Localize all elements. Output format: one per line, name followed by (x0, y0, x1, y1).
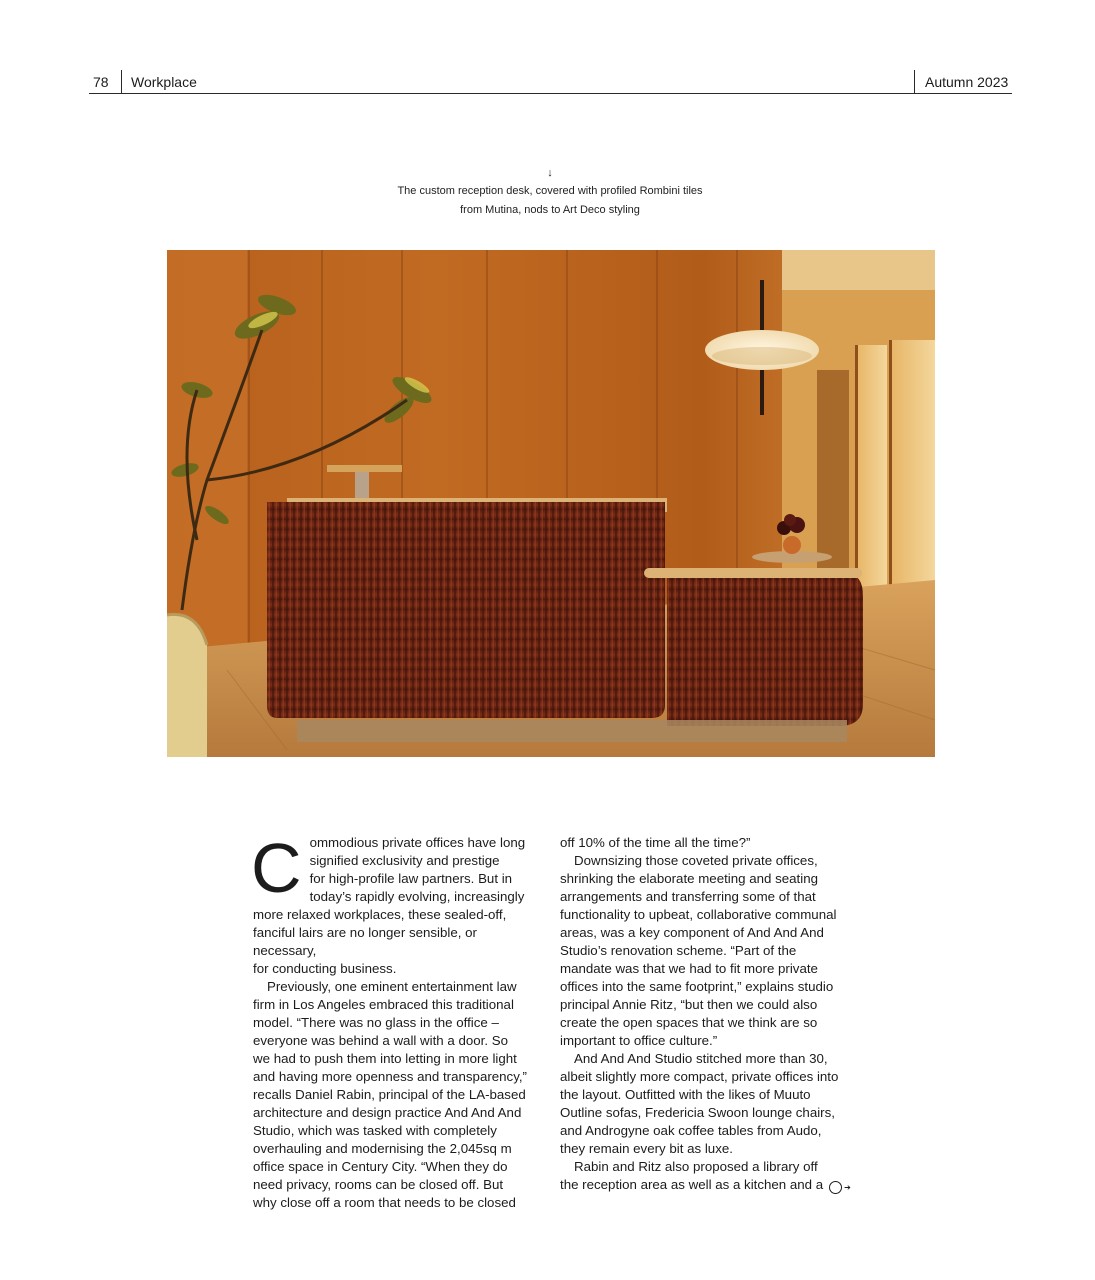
continue-arrow-icon: ➔ (829, 1181, 842, 1194)
text-line: principal Annie Ritz, “but then we could also (560, 997, 818, 1012)
paragraph (560, 852, 850, 1050)
text-line: create the open spaces that we think are so (560, 1015, 818, 1030)
paragraph (560, 834, 850, 852)
text-line: Studio’s renovation scheme. “Part of the (560, 943, 797, 958)
text-line: fanciful lairs are no longer sensible, or necessary, (253, 925, 477, 958)
page-header (89, 70, 1012, 94)
paragraph (253, 978, 543, 1212)
text-line: Studio, which was tasked with completely (253, 1123, 497, 1138)
text-line: everyone was behind a wall with a door. So (253, 1033, 509, 1048)
text-line: and having more openness and transparency,” (253, 1069, 527, 1084)
text-line: office space in Century City. “When they do (253, 1159, 508, 1174)
text-line: today’s rapidly evolving, increasingly (309, 889, 525, 904)
article-column-2 (560, 834, 850, 1194)
text-line: why close off a room that needs to be closed (253, 1195, 516, 1210)
article-column-1 (251, 829, 543, 1212)
text-line: functionality to upbeat, collaborative communal (560, 907, 837, 922)
text-line: model. “There was no glass in the office – (253, 1015, 499, 1030)
text-line: the reception area as well as a kitchen and a (560, 1177, 824, 1192)
text-line: important to office culture.” (560, 1033, 718, 1048)
text-line: Downsizing those coveted private offices, (574, 853, 818, 868)
text-line: recalls Daniel Rabin, principal of the LA-based (253, 1087, 526, 1102)
text-line: more relaxed workplaces, these sealed-off, (253, 907, 507, 922)
text-line: offices into the same footprint,” explains studio (560, 979, 834, 994)
paragraph (560, 1050, 850, 1158)
text-line: off 10% of the time all the time?” (560, 835, 751, 850)
reception-desk-photo (167, 250, 935, 757)
text-line: the layout. Outfitted with the likes of Muuto (560, 1087, 811, 1102)
text-line: firm in Los Angeles embraced this traditional (253, 997, 514, 1012)
text-line: mandate was that we had to fit more private (560, 961, 818, 976)
page-number: 78 (93, 74, 109, 90)
text-line: for high-profile law partners. But in (309, 871, 513, 886)
caption-line: from Mutina, nods to Art Deco styling (460, 204, 640, 216)
text-line: And And And Studio stitched more than 30, (574, 1051, 828, 1066)
text-line: shrinking the elaborate meeting and seating (560, 871, 818, 886)
text-line: need privacy, rooms can be closed off. But (253, 1177, 504, 1192)
header-divider (914, 70, 915, 93)
issue-label: Autumn 2023 (925, 74, 1009, 90)
paragraph (560, 1158, 850, 1194)
text-line: overhauling and modernising the 2,045sq m (253, 1141, 512, 1156)
section-title: Workplace (131, 74, 197, 90)
text-line: they remain every bit as luxe. (560, 1141, 733, 1156)
caption-line: The custom reception desk, covered with profiled Rombini tiles (397, 185, 703, 197)
text-line: arrangements and transferring some of that (560, 889, 816, 904)
text-line: we had to push them into letting in more light (253, 1051, 517, 1066)
text-line: Previously, one eminent entertainment law (267, 979, 517, 994)
photo-caption (330, 166, 770, 220)
text-line: ommodious private offices have long (309, 835, 526, 850)
down-arrow-icon: ↓ (547, 167, 553, 179)
text-line: Outline sofas, Fredericia Swoon lounge chairs, (560, 1105, 835, 1120)
text-line: architecture and design practice And And And (253, 1105, 522, 1120)
header-divider (121, 70, 122, 93)
text-line: Rabin and Ritz also proposed a library off (574, 1159, 818, 1174)
text-line: for conducting business. (253, 961, 397, 976)
text-line: albeit slightly more compact, private offices into (560, 1069, 839, 1084)
drop-cap: C (251, 829, 302, 907)
text-line: areas, was a key component of And And And (560, 925, 824, 940)
text-line: and Androgyne oak coffee tables from Audo, (560, 1123, 822, 1138)
text-line: signified exclusivity and prestige (309, 853, 500, 868)
